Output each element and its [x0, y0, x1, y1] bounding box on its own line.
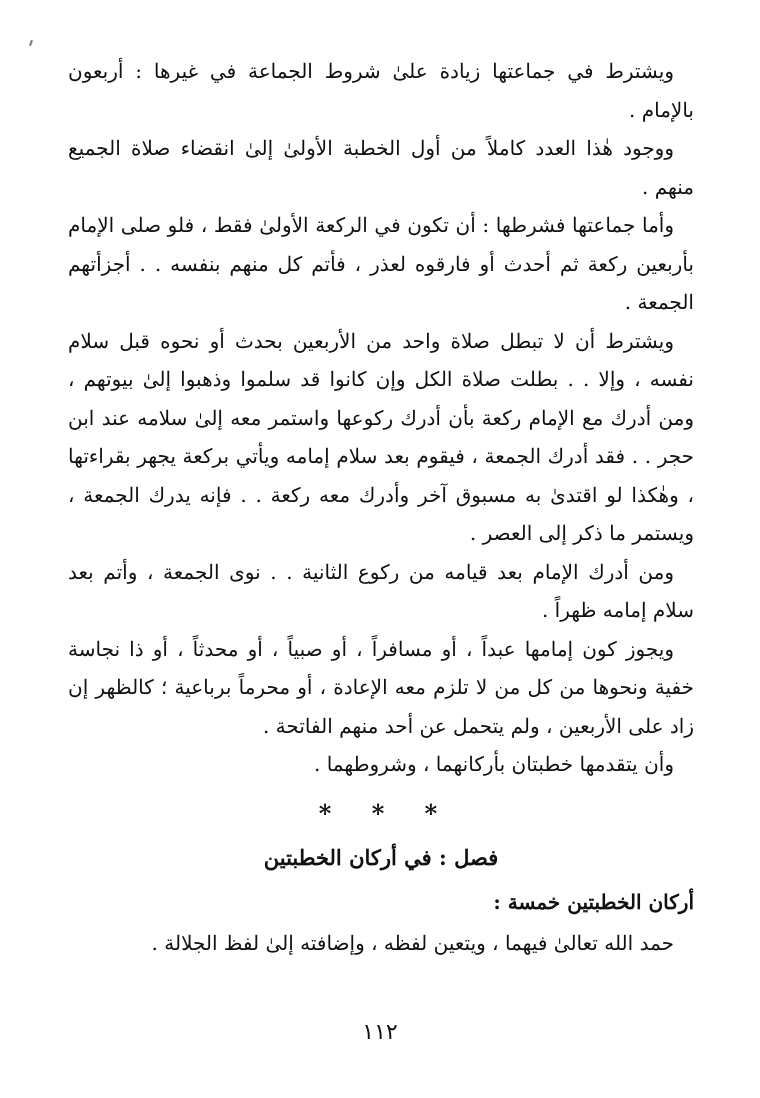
subheading: أركان الخطبتين خمسة : — [493, 889, 694, 914]
separator-star: * — [424, 798, 444, 828]
paragraph-praise: حمد الله تعالىٰ فيهما ، ويتعين لفظه ، وإضافته إلىٰ لفظ الجلالة . — [151, 930, 674, 955]
scan-mark — [29, 40, 33, 46]
body-text — [68, 52, 694, 962]
paragraph-imam-eligibility: ويجوز كون إمامها عبداً ، أو مسافراً ، أو صبياً ، أو محدثاً ، أو ذا نجاسة خفية ونحوها من كل من لا تلزم معه الإعادة ، أو محرماً برباعية ؛ كالظهر إن زاد على الأربعين ، ولم يتحمل عن أحد منهم الفاتحة . — [68, 636, 694, 738]
paragraph-invalidation: ويشترط أن لا تبطل صلاة واحد من الأربعين بحدث أو نحوه قبل سلام نفسه ، وإلا . . بطلت صلاة الكل وإن كانوا قد سلموا وذهبوا إلىٰ بيوتهم ، ومن أدرك مع الإمام ركعة بأن أدرك ركوعها واستمر معه إلىٰ سلامه عند ابن حجر . . فقد أدرك الجمعة ، فيقوم بعد سلام إمامه ويأتي بركعة يجهر بقراءتها ، وهٰكذا لو اقتدىٰ به مسبوق آخر وأدرك معه ركعة . . فإنه يدرك الجمعة ، ويستمر ما ذكر إلى العصر . — [68, 328, 694, 545]
paragraph-forty-with-imam: ويشترط في جماعتها زيادة علىٰ شروط الجماعة في غيرها : أربعون بالإمام . — [68, 59, 694, 122]
paragraph-number-complete: ووجود هٰذا العدد كاملاً من أول الخطبة الأولىٰ إلىٰ انقضاء صلاة الجميع منهم . — [68, 136, 694, 199]
paragraph-late-joiner: ومن أدرك الإمام بعد قيامه من ركوع الثانية . . نوى الجمعة ، وأتم بعد سلام إمامه ظهراً . — [68, 559, 694, 622]
separator-star: * — [371, 798, 391, 828]
paragraph-first-rakah: وأما جماعتها فشرطها : أن تكون في الركعة الأولىٰ فقط ، فلو صلى الإمام بأربعين ركعة ثم أحدث أو فارقوه لعذر ، فأتم كل منهم بنفسه . . أجزأتهم الجمعة . — [68, 213, 694, 314]
section-heading: فصل : في أركان الخطبتين — [263, 844, 499, 870]
separator-star: * — [318, 798, 338, 828]
page-number: ١١٢ — [362, 1020, 398, 1045]
section-separator — [68, 792, 694, 836]
paragraph-two-sermons: وأن يتقدمها خطبتان بأركانهما ، وشروطهما . — [314, 752, 674, 776]
